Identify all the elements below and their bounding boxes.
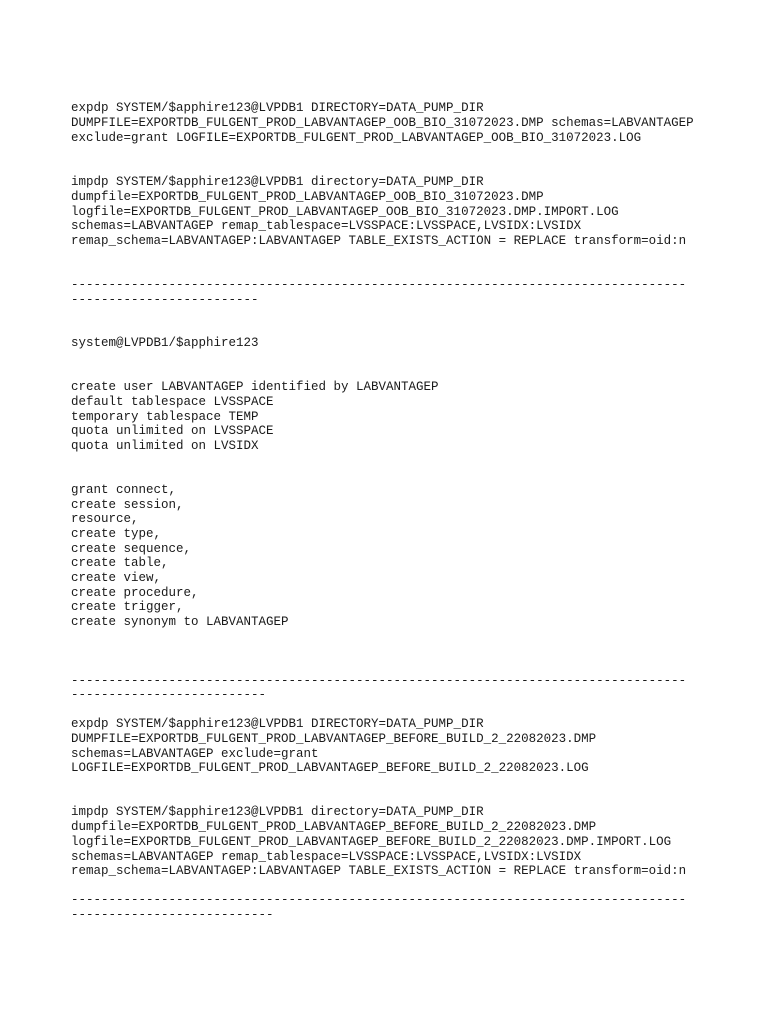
impdp-2-line-1: impdp SYSTEM/$apphire123@LVPDB1 directory=DATA_PUMP_DIR <box>71 805 484 819</box>
impdp-2-line-5: remap_schema=LABVANTAGEP:LABVANTAGEP TABLE_EXISTS_ACTION = REPLACE transform=oid:n <box>71 864 687 878</box>
impdp-1-line-5: remap_schema=LABVANTAGEP:LABVANTAGEP TABLE_EXISTS_ACTION = REPLACE transform=oid:n <box>71 234 687 248</box>
grant-line-6: create table, <box>71 556 169 570</box>
separator-3-line-2: --------------------------- <box>71 908 274 922</box>
expdp-2-line-2: DUMPFILE=EXPORTDB_FULGENT_PROD_LABVANTAGEP_BEFORE_BUILD_2_22082023.DMP <box>71 732 597 746</box>
separator-2-line-1: ---------------------------------------------------------------------------------- <box>71 674 687 688</box>
impdp-1-line-2: dumpfile=EXPORTDB_FULGENT_PROD_LABVANTAGEP_OOB_BIO_31072023.DMP <box>71 190 544 204</box>
create-user-line-3: temporary tablespace TEMP <box>71 410 259 424</box>
create-user-line-4: quota unlimited on LVSSPACE <box>71 424 274 438</box>
separator-3-line-1: ---------------------------------------------------------------------------------- <box>71 893 687 907</box>
grant-line-4: create type, <box>71 527 162 541</box>
create-user-line-5: quota unlimited on LVSIDX <box>71 439 259 453</box>
grant-line-7: create view, <box>71 571 162 585</box>
grant-line-2: create session, <box>71 498 184 512</box>
impdp-2-line-3: logfile=EXPORTDB_FULGENT_PROD_LABVANTAGEP_BEFORE_BUILD_2_22082023.DMP.IMPORT.LOG <box>71 835 672 849</box>
impdp-1-line-3: logfile=EXPORTDB_FULGENT_PROD_LABVANTAGEP_OOB_BIO_31072023.DMP.IMPORT.LOG <box>71 205 619 219</box>
connect-string: system@LVPDB1/$apphire123 <box>71 336 259 350</box>
impdp-1-line-1: impdp SYSTEM/$apphire123@LVPDB1 directory=DATA_PUMP_DIR <box>71 175 484 189</box>
grant-line-1: grant connect, <box>71 483 177 497</box>
grant-line-9: create trigger, <box>71 600 184 614</box>
grant-line-8: create procedure, <box>71 586 199 600</box>
create-user-line-2: default tablespace LVSSPACE <box>71 395 274 409</box>
create-user-line-1: create user LABVANTAGEP identified by LABVANTAGEP <box>71 380 439 394</box>
impdp-2-line-2: dumpfile=EXPORTDB_FULGENT_PROD_LABVANTAGEP_BEFORE_BUILD_2_22082023.DMP <box>71 820 597 834</box>
grant-line-10: create synonym to LABVANTAGEP <box>71 615 289 629</box>
separator-1-line-1: ---------------------------------------------------------------------------------- <box>71 278 687 292</box>
separator-2-line-2: -------------------------- <box>71 688 267 702</box>
expdp-1-line-1: expdp SYSTEM/$apphire123@LVPDB1 DIRECTORY=DATA_PUMP_DIR <box>71 101 484 115</box>
expdp-2-line-3: schemas=LABVANTAGEP exclude=grant <box>71 747 319 761</box>
grant-line-3: resource, <box>71 512 139 526</box>
impdp-2-line-4: schemas=LABVANTAGEP remap_tablespace=LVSSPACE:LVSSPACE,LVSIDX:LVSIDX <box>71 850 582 864</box>
expdp-1-line-2: DUMPFILE=EXPORTDB_FULGENT_PROD_LABVANTAGEP_OOB_BIO_31072023.DMP schemas=LABVANTAGEP <box>71 116 694 130</box>
expdp-2-line-1: expdp SYSTEM/$apphire123@LVPDB1 DIRECTORY=DATA_PUMP_DIR <box>71 717 484 731</box>
expdp-2-line-4: LOGFILE=EXPORTDB_FULGENT_PROD_LABVANTAGEP_BEFORE_BUILD_2_22082023.LOG <box>71 761 589 775</box>
expdp-1-line-3: exclude=grant LOGFILE=EXPORTDB_FULGENT_PROD_LABVANTAGEP_OOB_BIO_31072023.LOG <box>71 131 642 145</box>
impdp-1-line-4: schemas=LABVANTAGEP remap_tablespace=LVSSPACE:LVSSPACE,LVSIDX:LVSIDX <box>71 219 582 233</box>
grant-line-5: create sequence, <box>71 542 192 556</box>
separator-1-line-2: ------------------------- <box>71 293 259 307</box>
